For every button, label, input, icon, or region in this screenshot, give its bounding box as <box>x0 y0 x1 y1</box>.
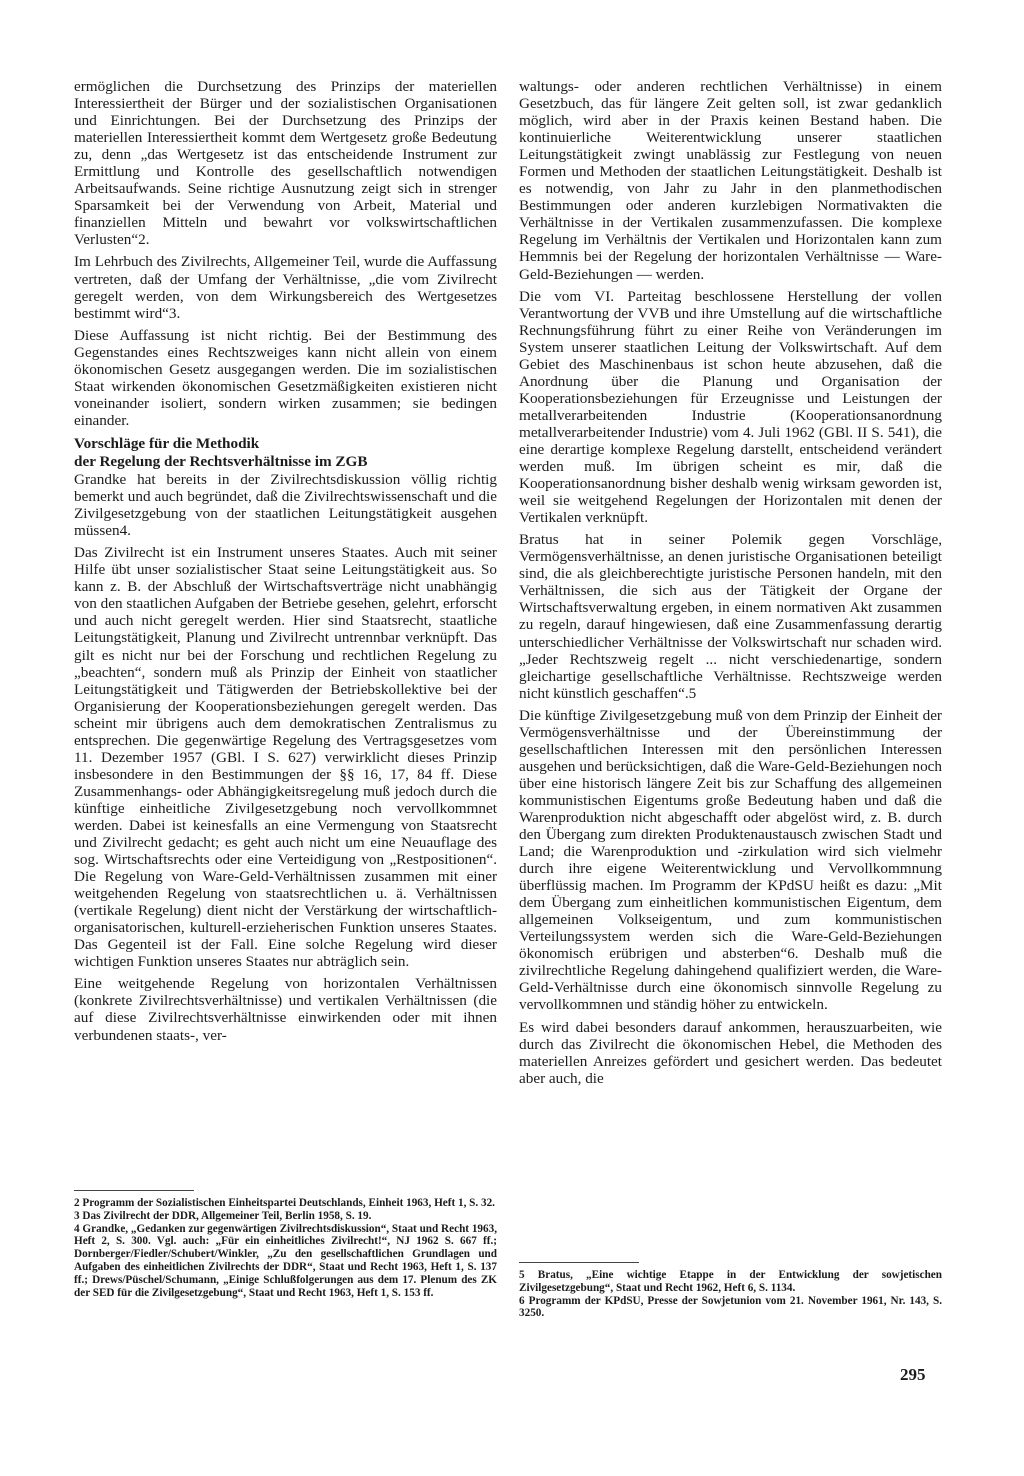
footnote-4: 4 Grandke, „Gedanken zur gegenwärtigen Zivilrechtsdiskussion“, Staat und Recht 1963, Heft 2, S. 300. Vgl. auch: „Für ein einheitliches Zivilrecht!“, NJ 1962 S. 667 ff.; Dornberger/Fiedler/Schubert/Winkler, „Zu den gesellschaftlichen Grundlagen und Aufgaben des einheitlichen Zivilrechts der DDR“, Staat und Recht 1963, Heft 1, S. 137 ff.; Drews/Püschel/Schumann, „Einige Schlußfolgerungen aus dem 17. Plenum des ZK der SED für die Zivilgesetzgebung“, Staat und Recht 1963, Heft 1, S. 153 ff. <box>74 1222 497 1299</box>
left-paragraph-3: Diese Auffassung ist nicht richtig. Bei der Bestimmung des Gegenstandes eines Rechtszweiges kann nicht allein von einem ökonomischen Gesetz ausgegangen werden. Die im sozialistischen Staat wirkenden ökonomischen Gesetzmäßigkeiten existieren nicht voneinander isoliert, sondern wirken zusammen; sie bedingen einander. <box>74 326 497 429</box>
right-paragraph-1: waltungs- oder anderen rechtlichen Verhältnisse) in einem Gesetzbuch, das für längere Zeit gelten soll, ist zwar gedanklich möglich, wird aber in der Praxis keinen Bestand haben. Die kontinuierliche Weiterentwicklung unserer staatlichen Leitungstätigkeit zwingt unablässig zur Festlegung von neuen Formen und Methoden der staatlichen Leitungstätigkeit. Deshalb ist es notwendig, von Jahr zu Jahr in den planmethodischen Bestimmungen oder anderen kurzlebigen Normativakten die Verhältnisse in der Vertikalen zusammenzufassen. Die komplexe Regelung im Verhältnis der Vertikalen und Horizontalen kann zum Hemmnis bei der Regelung der horizontalen Verhältnisse — Ware-Geld-Beziehungen — werden. <box>519 78 942 283</box>
left-paragraph-2: Im Lehrbuch des Zivilrechts, Allgemeiner Teil, wurde die Auffassung vertreten, daß der Umfang der Verhältnisse, „die vom Zivilrecht geregelt werden, von dem Wirkungsbereich des Wertgesetzes bestimmt wird“3. <box>74 253 497 322</box>
page-number: 295 <box>900 1365 926 1384</box>
footnotes-left <box>74 1182 497 1299</box>
left-paragraph-1: ermöglichen die Durchsetzung des Prinzips der materiellen Interessiertheit der Bürger und der sozialistischen Organisationen und Einrichtungen. Bei der Durchsetzung des Prinzips der materiellen Interessiertheit kommt dem Wertgesetz große Bedeutung zu, denn „das Wertgesetz ist das entscheidende Instrument zur Ermittlung und Kontrolle des gesellschaftlich notwendigen Arbeitsaufwands. Seine richtige Ausnutzung zeigt sich in strenger Sparsamkeit bei der Verwendung von Arbeit, Material und finanziellen Mitteln und bewahrt vor volkswirtschaftlichen Verlusten“2. <box>74 78 497 249</box>
section-heading-line-2: der Regelung der Rechtsverhältnisse im ZGB <box>74 452 368 470</box>
left-paragraph-4: Grandke hat bereits in der Zivilrechtsdiskussion völlig richtig bemerkt und auch begründet, daß die Zivilrechtswissenschaft und die Zivilgesetzgebung von der staatlichen Leitungstätigkeit ausgehen müssen4. <box>74 471 497 540</box>
left-paragraph-5: Das Zivilrecht ist ein Instrument unseres Staates. Auch mit seiner Hilfe übt unser sozialistischer Staat seine Leitungstätigkeit aus. So kann z. B. der Abschluß der Wirtschaftsverträge nicht unabhängig von den staatlichen Aufgaben der Betriebe gesehen, gelehrt, erforscht und auch nicht geregelt werden. Hier sind Staatsrecht, staatliche Leitungstätigkeit, Planung und Zivilrecht untrennbar verknüpft. Das gilt es nicht nur bei der Forschung und rechtlichen Regelung zu „beachten“, sondern muß als Prinzip der Einheit von staatlicher Leitungstätigkeit und Tätigwerden der Betriebskollektive bei der Organisierung der Kooperationsbeziehungen geregelt werden. Das scheint mir übrigens auch dem demokratischen Zentralismus zu entsprechen. Die gegenwärtige Regelung des Vertragsgesetzes vom 11. Dezember 1957 (GBl. I S. 627) verwirklicht dieses Prinzip insbesondere in den Bestimmungen der §§ 16, 17, 84 ff. Diese Zusammenhangs- oder Abhängigkeitsregelung muß jedoch durch die künftige einheitliche Zivilgesetzgebung noch vervollkommnet werden. Dabei ist keinesfalls an eine Vermengung von Staatsrecht und Zivilrecht gedacht; es geht auch nicht um eine Neuauflage des sog. Wirtschaftsrechts oder eine Verteidigung von „Restpositionen“. Die Regelung von Ware-Geld-Verhältnissen zusammen mit einer weitgehenden Regelung von staatsrechtlichen u. ä. Verhältnissen (vertikale Regelung) dient nicht der Verstärkung der wirtschaftlich-organisatorischen, kulturell-erzieherischen Funktion unseres Staates. Das Gegenteil ist der Fall. Eine solche Regelung wird dieser wichtigen Funktion unseres Staates nur abträglich sein. <box>74 544 497 971</box>
right-paragraph-2: Die vom VI. Parteitag beschlossene Herstellung der vollen Verantwortung der VVB und ihre Umstellung auf die wirtschaftliche Rechnungsführung führt zu einer Reihe von Veränderungen im System unserer staatlichen Leitung der Volkswirtschaft. Auf dem Gebiet des Maschinenbaus ist schon heute abzusehen, daß die Anordnung über die Planung und Organisation der Kooperationsbeziehungen für Erzeugnisse und Leistungen der metallverarbeitenden Industrie (Kooperationsanordnung metallverarbeitender Industrie) vom 4. Juli 1962 (GBl. II S. 541), die eine derartige komplexe Regelung darstellt, entscheidend verändert werden muß. Im übrigen scheint es mir, daß die Kooperationsanordnung bisher deshalb wenig wirksam geworden ist, weil sie weitgehend Regelungen der Horizontalen mit denen der Vertikalen verknüpft. <box>519 287 942 527</box>
footnotes-right <box>519 1254 942 1320</box>
right-paragraph-3: Bratus hat in seiner Polemik gegen Vorschläge, Vermögensverhältnisse, an denen juristische Organisationen beteiligt sind, die als gleichberechtigte juristische Personen handeln, mit den Verhältnissen, die sich aus der Tätigkeit der Organe der Wirtschaftsverwaltung ergeben, in einem normativen Akt zusammen zu regeln, darauf hingewiesen, daß eine Zusammenfassung derartig unterschiedlicher Verhältnisse der Volkswirtschaft nur schaden wird. „Jeder Rechtszweig regelt ... nicht verschiedenartige, sondern gleichartige gesellschaftliche Verhältnisse. Rechtszweige werden nicht künstlich geschaffen“.5 <box>519 531 942 702</box>
section-heading-line-1: Vorschläge für die Methodik <box>74 434 260 452</box>
footnote-5: 5 Bratus, „Eine wichtige Etappe in der Entwicklung der sowjetischen Zivilgesetzgebung“, Staat und Recht 1962, Heft 6, S. 1134. <box>519 1269 942 1294</box>
right-column <box>519 78 942 1092</box>
footnote-3: 3 Das Zivilrecht der DDR, Allgemeiner Teil, Berlin 1958, S. 19. <box>74 1209 372 1222</box>
right-paragraph-5: Es wird dabei besonders darauf ankommen, herauszuarbeiten, wie durch das Zivilrecht die ökonomischen Hebel, die Methoden des materiellen Anreizes gefördert und gesichert werden. Das bedeutet aber auch, die <box>519 1018 942 1087</box>
footnote-2: 2 Programm der Sozialistischen Einheitspartei Deutschlands, Einheit 1963, Heft 1, S. 32. <box>74 1197 495 1209</box>
left-paragraph-6: Eine weitgehende Regelung von horizontalen Verhältnissen (konkrete Zivilrechtsverhältnisse) und vertikalen Verhältnissen (die auf diese Zivilrechtsverhältnisse einwirkenden oder mit ihnen verbundenen staats-, ver- <box>74 975 497 1044</box>
footnote-divider-right <box>519 1262 639 1263</box>
right-paragraph-4: Die künftige Zivilgesetzgebung muß von dem Prinzip der Einheit der Vermögensverhältnisse und der Übereinstimmung der gesellschaftlichen Interessen mit den persönlichen Interessen ausgehen und berücksichtigen, daß die Ware-Geld-Beziehungen noch über eine historisch längere Zeit bis zur Schaffung des allgemeinen kommunistischen Eigentums große Bedeutung haben und daß die Warenproduktion nicht abgeschafft oder abgelöst wird, z. B. durch den Übergang zum direkten Produktenaustausch zwischen Stadt und Land; die Warenproduktion und -zirkulation wird sich vielmehr durch ihre eigene Weiterentwicklung und Vervollkommnung überflüssig machen. Im Programm der KPdSU heißt es dazu: „Mit dem Übergang zum einheitlichen kommunistischen Eigentum, dem allgemeinen Volkseigentum, und zum kommunistischen Verteilungssystem werden sich die Ware-Geld-Beziehungen ökonomisch erübrigen und absterben“6. Deshalb muß die zivilrechtliche Regelung dahingehend qualifiziert werden, die Ware-Geld-Verhältnisse durch eine ökonomisch sinnvolle Regelung zu vervollkommnen und ständig höher zu entwickeln. <box>519 706 942 1014</box>
footnote-6: 6 Programm der KPdSU, Presse der Sowjetunion vom 21. November 1961, Nr. 143, S. 3250. <box>519 1294 942 1320</box>
left-column <box>74 78 497 1049</box>
footnote-divider-left <box>74 1190 194 1191</box>
